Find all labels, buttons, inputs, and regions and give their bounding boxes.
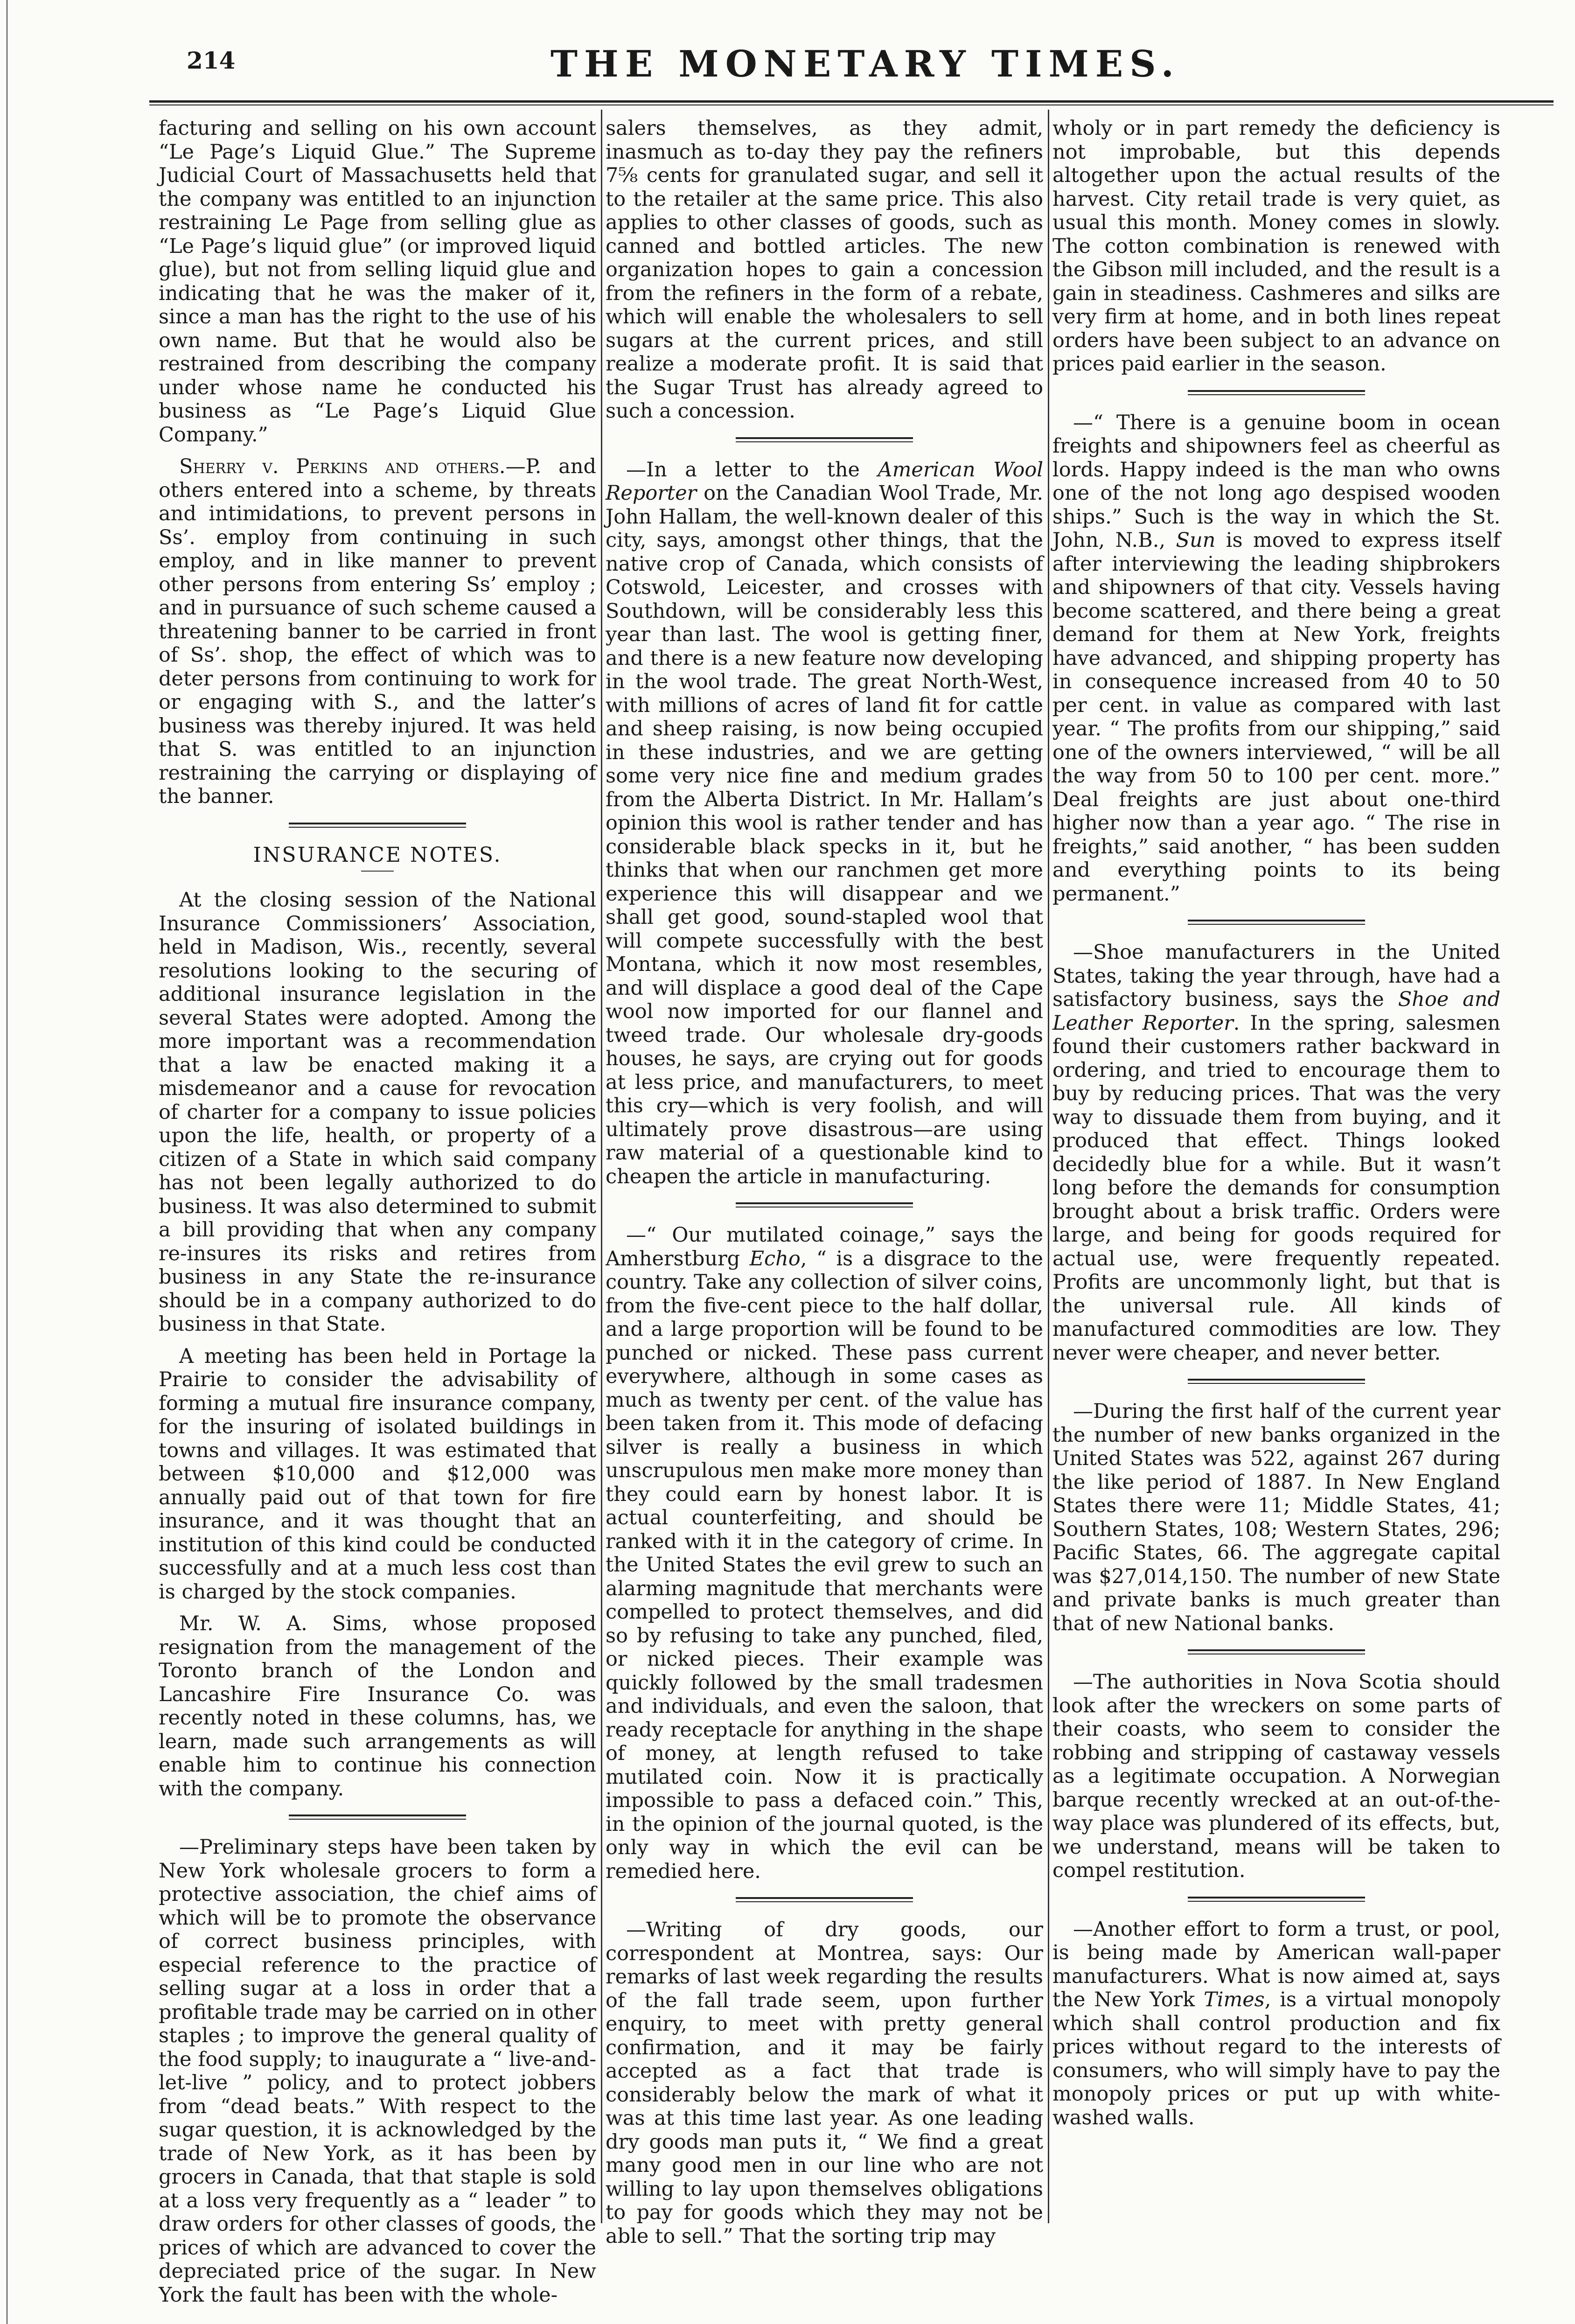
article-separator bbox=[736, 1897, 913, 1902]
article-nova-scotia-wreckers: —The authorities in Nova Scotia should look after the wreckers on some parts of their coasts, who seem to consider the robbing and stripping of castaway vessels as a legitimate occupation. A Norwegian barque recently wrecked at an out-of-the-way place was plundered of its effects, but, we understand, means will be taken to compel restitution. bbox=[1052, 1670, 1500, 1882]
masthead-title: THE MONETARY TIMES. bbox=[551, 43, 1180, 85]
column-3 bbox=[1052, 117, 1500, 2138]
article-wall-paper-trust: —Another effort to form a trust, or pool, is being made by American wall-paper manufacturers. What is now aimed at, says the New York Times, is a virtual monopoly which shall control production and fix prices without regard to the interests of consumers, who will simply have to pay the monopoly prices or put up with white-washed walls. bbox=[1052, 1917, 1500, 2129]
article-separator bbox=[736, 437, 913, 442]
article-portage-la-prairie: A meeting has been held in Portage la Prairie to consider the advisability of forming a mutual fire insurance company, for the insuring of isolated buildings in towns and villages. It was estimated that between $10,000 and $12,000 was annually paid out of that town for fire insurance, and it was thought that an institution of this kind could be conducted successfully and at a much less cost than is charged by the stock companies. bbox=[159, 1344, 596, 1604]
article-shoe-manufacturers: —Shoe manufacturers in the United States, taking the year through, have had a satisfactory business, says the Shoe and Leather Reporter. In the spring, salesmen found their customers rather backward in ordering, and tried to encourage them to buy by reducing prices. That was the very way to dissuade them from buying, and it produced that effect. Things looked decidedly blue for a while. But it wasn’t long before the demands for consumption brought about a brisk traffic. Orders were large, and being for goods required for actual use, were frequently repeated. Profits are uncommonly light, but that is the universal rule. All kinds of manufactured commodities are low. They never were cheaper, and never better. bbox=[1052, 941, 1501, 1365]
article-separator bbox=[289, 1815, 466, 1820]
article-w-a-sims: Mr. W. A. Sims, whose proposed resignation from the management of the Toronto branch of the London and Lancashire Fire Insurance Co. was recently noted in these columns, has, we learn, made such arrangements as will enable him to continue his connection with the company. bbox=[159, 1612, 596, 1801]
article-insurance-commissioners: At the closing session of the National Insurance Commissioners’ Association, held in Madison, Wis., recently, several resolutions looking to the securing of additional insurance legislation in the several States were adopted. Among the more important was a recommendation that a law be enacted making it a misdemeanor and a cause for revocation of charter for a company to issue policies upon the life, health, or property of a citizen of a State in which said company has not been legally authorized to do business. It was also determined to submit a bill providing that when any company re-insures its risks and retires from business in any State the re-insurance should be in a company authorized to do business in that State. bbox=[159, 888, 596, 1336]
heading-dash bbox=[361, 871, 394, 872]
section-separator bbox=[289, 823, 466, 828]
article-mutilated-coinage: —“ Our mutilated coinage,” says the Amherstburg Echo, “ is a disgrace to the country. Take any collection of silver coins, from the five-cent piece to the half dollar, and a large proportion will be found to be punched or nicked. These pass current everywhere, although in some cases as much as twenty per cent. of the value has been taken from it. This mode of defacing silver is really a business in which unscrupulous men make more money than they could earn by honest labor. It is actual counterfeiting, and should be ranked with it in the category of crime. In the United States the evil grew to such an alarming magnitude that merchants were compelled to protect themselves, and did so by refusing to take any punched, filed, or nicked pieces. Their example was quickly followed by the small tradesmen and individuals, and even the saloon, that ready receptacle for anything in the shape of money, at length refused to take mutilated coin. Now it is practically impossible to pass a defaced coin.” This, in the opinion of the journal quoted, is the only way in which the evil can be remedied here. bbox=[606, 1223, 1044, 1883]
article-new-york-grocers: —Preliminary steps have been taken by New York wholesale grocers to form a protective association, the chief aims of which will be to promote the observance of correct business principles, with especial reference to the practice of selling sugar at a loss in order that a profitable trade may be carried on in other staples ; to improve the general quality of the food supply; to inaugurate a “ live-and-let-live ” policy, and to protect jobbers from “dead beats.” With respect to the sugar question, it is acknowledged by the trade of New York, as it has been by grocers in Canada, that that staple is sold at a loss very frequently as a “ leader ” to draw orders for other classes of goods, the prices of which are advanced to cover the depreciated price of the sugar. In New York the fault has been with the whole- bbox=[159, 1835, 596, 2307]
article-dry-goods-montreal: —Writing of dry goods, our correspondent at Montrea, says: Our remarks of last week regarding the results of the fall trade seem, upon further enquiry, to meet with pretty general confirmation, and it may be fairly accepted as a fact that trade is considerably below the mark of what it was at this time last year. As one leading dry goods man puts it, “ We find a great many good men in our line who are not willing to lay upon themselves obligations to pay for goods which they may not be able to sell.” That the sorting trip may bbox=[606, 1918, 1043, 2248]
article-separator bbox=[1188, 390, 1365, 395]
article-new-york-grocers-continued: salers themselves, as they admit, inasmuch as to-day they pay the refiners 7⅝ cents for granulated sugar, and sell it to the retailer at the same price. This also applies to other classes of goods, such as canned and bottled articles. The new organization hopes to gain a concession from the refiners in the form of a rebate, which will enable the wholesalers to sell sugars at the current prices, and still realize a moderate profit. It is said that the Sugar Trust has already agreed to such a concession. bbox=[606, 117, 1043, 423]
column-divider-2 bbox=[1048, 110, 1049, 2223]
article-sherry-v-perkins: Sherry v. Perkins and others.—P. and others entered into a scheme, by threats and intimidations, to prevent persons in Ss’. employ from continuing in such employ, and in like manner to prevent other persons from entering Ss’ employ ; and in pursuance of such scheme caused a threatening banner to be carried in front of Ss’. shop, the effect of which was to deter persons from continuing to work for or engaging with S., and the latter’s business was thereby injured. It was held that S. was entitled to an injunction restraining the carrying or displaying of the banner. bbox=[159, 455, 596, 808]
header-rule bbox=[149, 100, 1554, 103]
column-2 bbox=[606, 117, 1043, 2256]
column-1 bbox=[159, 117, 596, 2315]
page-number: 214 bbox=[187, 47, 236, 74]
article-canadian-wool-trade: —In a letter to the American Wool Reporter on the Canadian Wool Trade, Mr. John Hallam, the well-known dealer of this city, says, amongst other things, that the native crop of Canada, which consists of Cotswold, Leicester, and crosses with Southdown, will be considerably less this year than last. The wool is getting finer, and there is a new feature now developing in the wool trade. The great North-West, with millions of acres of land fit for cattle and sheep raising, is now being occupied in these industries, and we are getting some very nice fine and medium grades from the Alberta District. In Mr. Hallam’s opinion this wool is rather tender and has considerable black specks in it, but he thinks that when our ranchmen get more experience this will disappear and we shall get good, sound-stapled wool that will compete successfully with the best Montana, which it now most resembles, and will displace a good deal of the Cape wool now imported for our flannel and tweed trade. Our wholesale dry-goods houses, he says, are crying out for goods at less price, and manufacturers, to meet this cry—which is very foolish, and will ultimately prove disastrous—are using raw material of a questionable kind to cheapen the article in manufacturing. bbox=[606, 458, 1043, 1188]
article-separator bbox=[1188, 920, 1365, 925]
article-new-banks: —During the first half of the current year the number of new banks organized in the United States was 522, against 267 during the like period of 1887. In New England States there were 11; Middle States, 41; Southern States, 108; Western States, 296; Pacific States, 66. The aggregate capital was $27,014,150. The number of new State and private banks is much greater than that of new National banks. bbox=[1052, 1400, 1500, 1635]
case-title: Sherry v. Perkins and others. bbox=[179, 455, 506, 478]
article-separator bbox=[736, 1202, 913, 1207]
section-heading-insurance-notes: INSURANCE NOTES. bbox=[253, 843, 502, 867]
column-divider-1 bbox=[601, 110, 602, 2223]
article-separator bbox=[1188, 1379, 1365, 1384]
article-separator bbox=[1188, 1649, 1365, 1654]
article-dry-goods-continued: wholy or in part remedy the deficiency is not improbable, but this depends altogether upon the actual results of the harvest. City retail trade is very quiet, as usual this month. Money comes in slowly. The cotton combination is renewed with the Gibson mill included, and the result is a gain in steadiness. Cashmeres and silks are very firm at home, and in both lines repeat orders have been subject to an advance on prices paid earlier in the season. bbox=[1052, 117, 1500, 376]
article-separator bbox=[1188, 1897, 1365, 1902]
article-ocean-freights: —“ There is a genuine boom in ocean freights and shipowners feel as cheerful as lords. Happy indeed is the man who owns one of the not long ago despised wooden ships.” Such is the way in which the St. John, N.B., Sun is moved to express itself after interviewing the leading shipbrokers and shipowners of that city. Vessels having become scattered, and there being a great demand for them at New York, freights have advanced, and shipping property has in consequence increased from 40 to 50 per cent. in value as compared with last year. “ The profits from our shipping,” said one of the owners interviewed, “ will be all the way from 50 to 100 per cent. more.” Deal freights are just about one-third higher now than a year ago. “ The rise in freights,” said another, “ has been sudden and everything points to its being permanent.” bbox=[1052, 411, 1500, 906]
article-le-page-continued: facturing and selling on his own account “Le Page’s Liquid Glue.” The Supreme Judicial Court of Massachusetts held that the company was entitled to an injunction restraining Le Page from selling glue as “Le Page’s liquid glue” (or improved liquid glue), but not from selling liquid glue and indicating that he was the maker of it, since a man has the right to the use of his own name. But that he would also be restrained from describing the company under whose name he conducted his business as “Le Page’s Liquid Glue Company.” bbox=[159, 117, 596, 447]
